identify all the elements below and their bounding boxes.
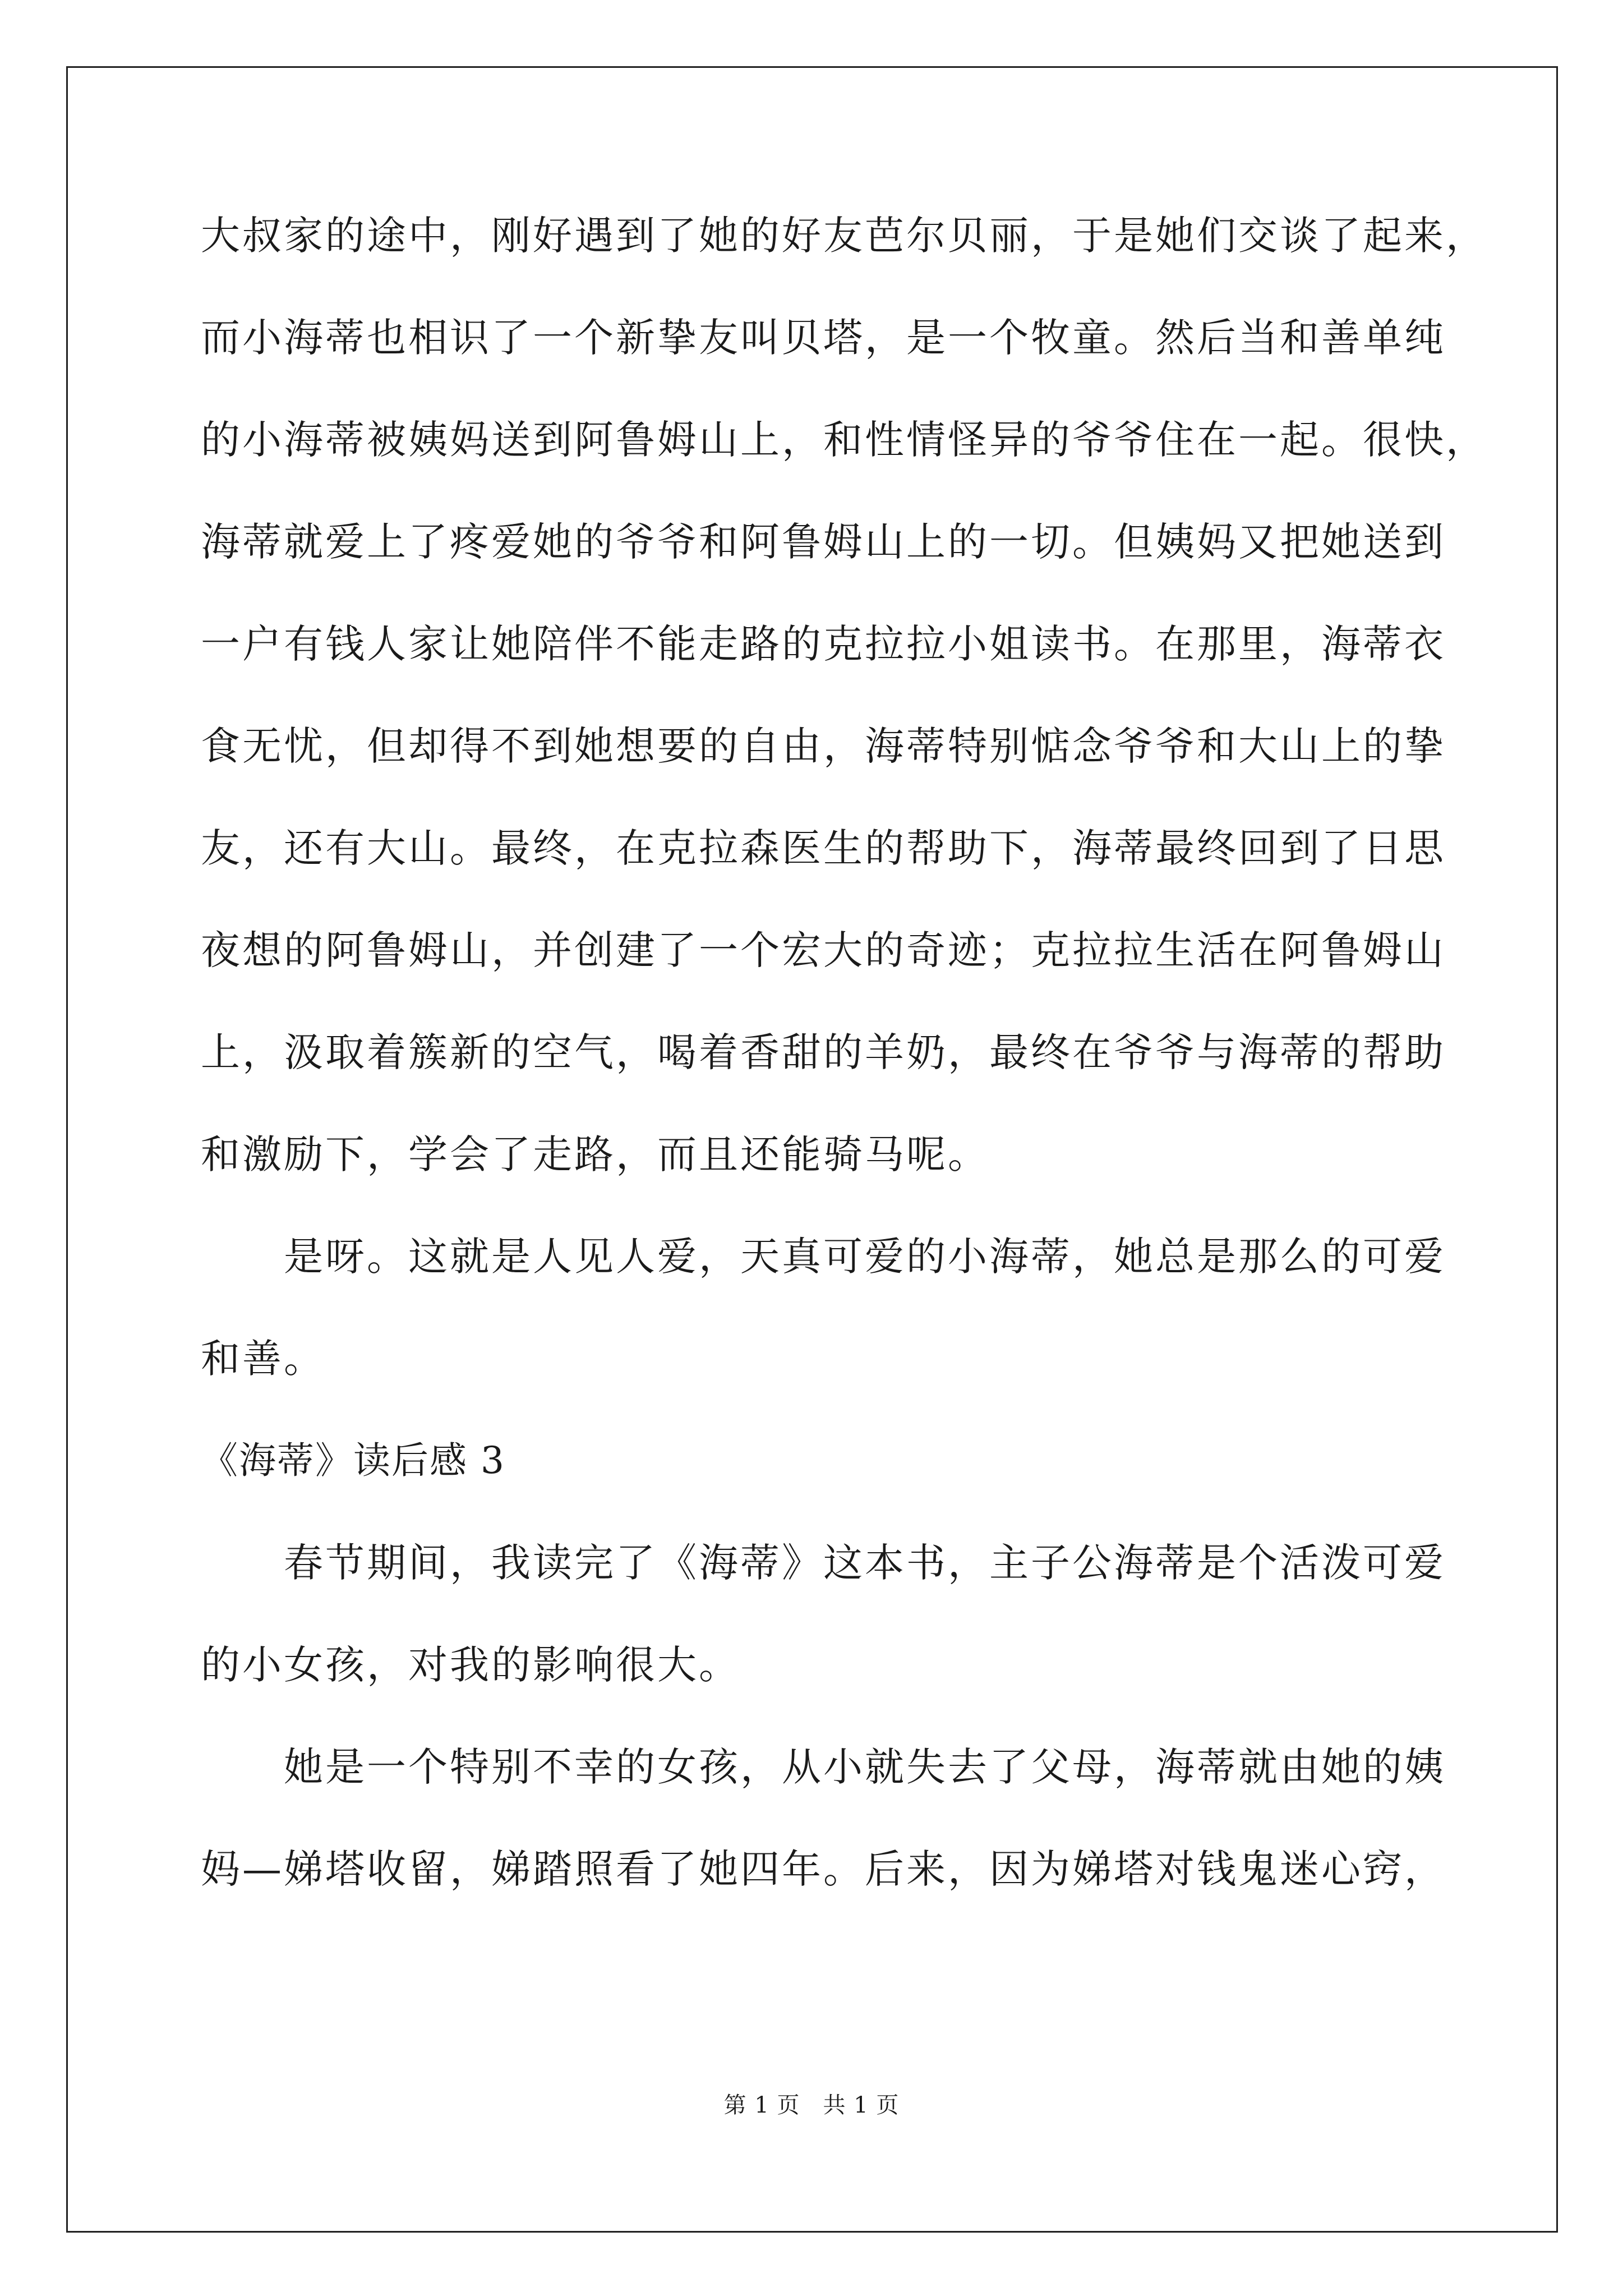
section-heading: 《海蒂》读后感 3 [201, 1439, 505, 1482]
text-line: 上，汲取着簇新的空气，喝着香甜的羊奶，最终在爷爷与海蒂的帮助 [201, 1029, 1446, 1075]
text-line: 是呀。这就是人见人爱，天真可爱的小海蒂，她总是那么的可爱 [201, 1234, 1446, 1280]
text-line: 她是一个特别不幸的女孩，从小就失去了父母，海蒂就由她的姨 [201, 1744, 1446, 1790]
text-line: 友，还有大山。最终，在克拉森医生的帮助下，海蒂最终回到了日思 [201, 825, 1446, 871]
text-line: 大叔家的途中，刚好遇到了她的好友芭尔贝丽，于是她们交谈了起来， [201, 213, 1487, 259]
page-footer: 第 1 页 共 1 页 [723, 2092, 900, 2118]
text-line: 而小海蒂也相识了一个新挚友叫贝塔，是一个牧童。然后当和善单纯 [201, 315, 1446, 361]
text-line: 春节期间，我读完了《海蒂》这本书，主子公海蒂是个活泼可爱 [201, 1540, 1446, 1586]
text-line: 和激励下，学会了走路，而且还能骑马呢。 [201, 1131, 989, 1177]
text-line: 的小女孩，对我的影响很大。 [201, 1642, 740, 1688]
text-line: 食无忧，但却得不到她想要的自由，海蒂特别惦念爷爷和大山上的挚 [201, 723, 1446, 769]
text-line: 和善。 [201, 1336, 325, 1382]
text-line: 妈—娣塔收留，娣踏照看了她四年。后来，因为娣塔对钱鬼迷心窍， [201, 1846, 1446, 1892]
text-line: 一户有钱人家让她陪伴不能走路的克拉拉小姐读书。在那里，海蒂衣 [201, 621, 1446, 667]
text-line: 的小海蒂被姨妈送到阿鲁姆山上，和性情怪异的爷爷住在一起。很快， [201, 417, 1487, 463]
text-line: 夜想的阿鲁姆山，并创建了一个宏大的奇迹；克拉拉生活在阿鲁姆山 [201, 927, 1446, 973]
text-line: 海蒂就爱上了疼爱她的爷爷和阿鲁姆山上的一切。但姨妈又把她送到 [201, 519, 1446, 565]
